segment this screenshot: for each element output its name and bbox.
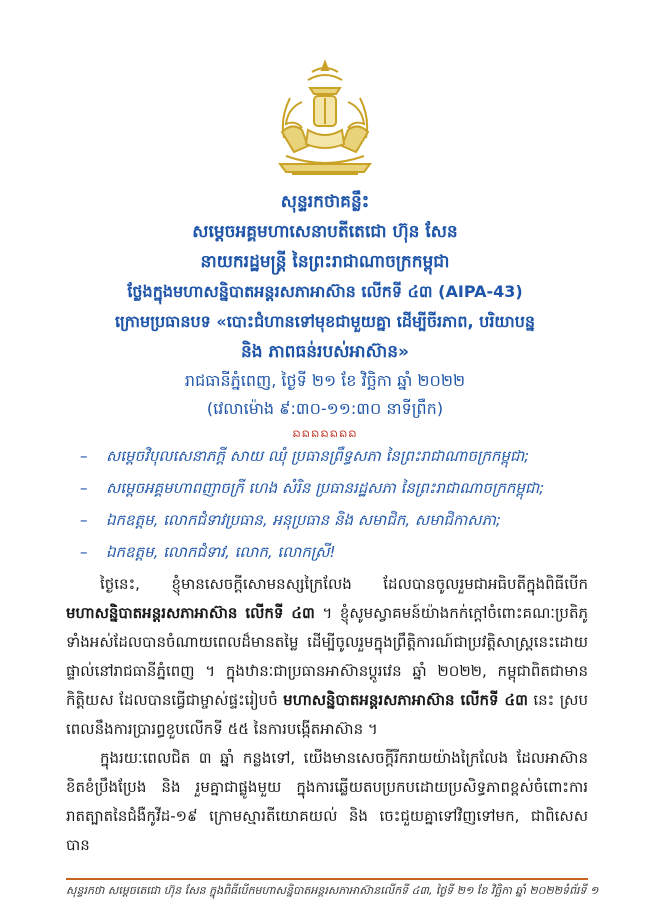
event-name-bold: មហាសន្និបាតអន្តរសភាអាស៊ាន លើកទី ៤៣ [283,691,528,709]
speaker-title: នាយករដ្ឋមន្ត្រី នៃព្រះរាជាណាចក្រកម្ពុជា [200,252,450,272]
footer-rule [66,878,588,880]
theme-line-2: និង ភាពធន់របស់អាស៊ាន» [241,342,409,362]
speech-header [70,187,580,443]
greetings-list [80,440,620,568]
dash-bullet: – [80,479,88,497]
page-footer [66,884,599,900]
greeting-item: – ឯកឧត្តម, លោកជំទាវ, លោក, លោកស្រី! [80,536,620,568]
footer-caption: សុន្ទរកថា សម្តេចតេជោ ហ៊ុន សែន ក្នុងពិធីបើកមហាសន្និបាតអន្តរសភាអាស៊ានលើកទី ៤៣, ថ្ងៃទី ២១ ខែ វិច្ឆិកា ឆ្នាំ ២០២២ [66,884,563,897]
speech-body [66,570,588,860]
event-title: ថ្លែងក្នុងមហាសន្និបាតអន្តរសភាអាស៊ាន លើកទី ៤៣ (AIPA-43) [127,282,523,301]
dash-bullet: – [80,511,88,529]
royal-coat-of-arms-emblem [262,58,388,184]
dash-bullet: – [80,447,88,465]
event-name-bold: មហាសន្និបាតអន្តរសភាអាស៊ាន លើកទី ៤៣ [66,604,315,622]
speech-type-title: សុន្ទរកថាគន្លឹះ [280,192,370,212]
speaker-name: សម្តេចអគ្គមហាសេនាបតីតេជោ ហ៊ុន សែន [192,222,458,242]
place-date: រាជធានីភ្នំពេញ, ថ្ងៃទី ២១ ខែ វិច្ឆិកា ឆ្នាំ ២០២២ [184,371,466,390]
body-paragraph-1: ថ្ងៃនេះ, ខ្ញុំមានសេចក្តីសោមនស្សក្រៃលែង ដែលបានចូលរួមជាអធិបតីក្នុងពិធីបើក មហាសន្និបាតអន្តរសភាអាស៊ាន លើកទី ៤៣ ។ ខ្ញុំសូមស្វាគមន៍យ៉ាងកក់ក្តៅចំពោះគណៈប្រតិភូទាំងអស់ដែលបានចំណាយពេលដ៏មានតម្លៃ ដើម្បីចូលរួមក្នុងព្រឹត្តិការណ៍ជាប្រវត្តិសាស្ត្រនេះដោយផ្ទាល់នៅរាជធានីភ្នំពេញ ។ ក្នុងឋានៈជាប្រធានអាស៊ានប្តូរវេន ឆ្នាំ ២០២២, កម្ពុជាពិតជាមានកិត្តិយស ដែលបានធ្វើជាម្ចាស់ផ្ទះរៀបចំ មហាសន្និបាតអន្តរសភាអាស៊ាន លើកទី ៤៣ នេះ ស្របពេលនឹងការប្រារព្ធខួបលើកទី ៥៥ នៃការបង្កើតអាស៊ាន ។ [66,575,588,738]
greeting-item: – សម្តេចវិបុលសេនាភក្តី សាយ ឈុំ ប្រធានព្រឹទ្ធសភា នៃព្រះរាជាណាចក្រកម្ពុជា; [80,440,620,472]
greeting-item: – សម្តេចអគ្គមហាពញាចក្រី ហេង សំរិន ប្រធានរដ្ឋសភា នៃព្រះរាជាណាចក្រកម្ពុជា; [80,472,620,504]
body-paragraph-2: ក្នុងរយៈពេលជិត ៣ ឆ្នាំ កន្លងទៅ, យើងមានសេចក្តីរីករាយយ៉ាងក្រៃលែង ដែលអាស៊ានខិតខំប្រឹងប្រែង និង រួមគ្នាជាផ្លូងមួយ ក្នុងការឆ្លើយតបប្រកបដោយប្រសិទ្ធភាពខ្ពស់ចំពោះការរាតត្បាតនៃជំងឺកូវីដ-១៩ ក្រោមស្មារតីយោគយល់ និង ចេះជួយគ្នាទៅវិញទៅមក, ជាពិសេស បាន [66,749,588,854]
theme-line-1: ក្រោមប្រធានបទ «បោះជំហានទៅមុខជាមួយគ្នា ដើម្បីចីរភាព, បរិយាបន្ន [114,312,536,331]
ornament-divider: ᨦᨦᨦᨦᨦᨦᨦ [292,426,358,440]
dash-bullet: – [80,543,88,561]
page-number: ទំព័រទី ១ [562,884,599,897]
greeting-item: – ឯកឧត្តម, លោកជំទាវប្រធាន, អនុប្រធាន និង សមាជិក, សមាជិកាសភា; [80,504,620,536]
event-time: (វេលាម៉ោង ៩:៣០-១១:៣០ នាទីព្រឹក) [206,399,444,418]
